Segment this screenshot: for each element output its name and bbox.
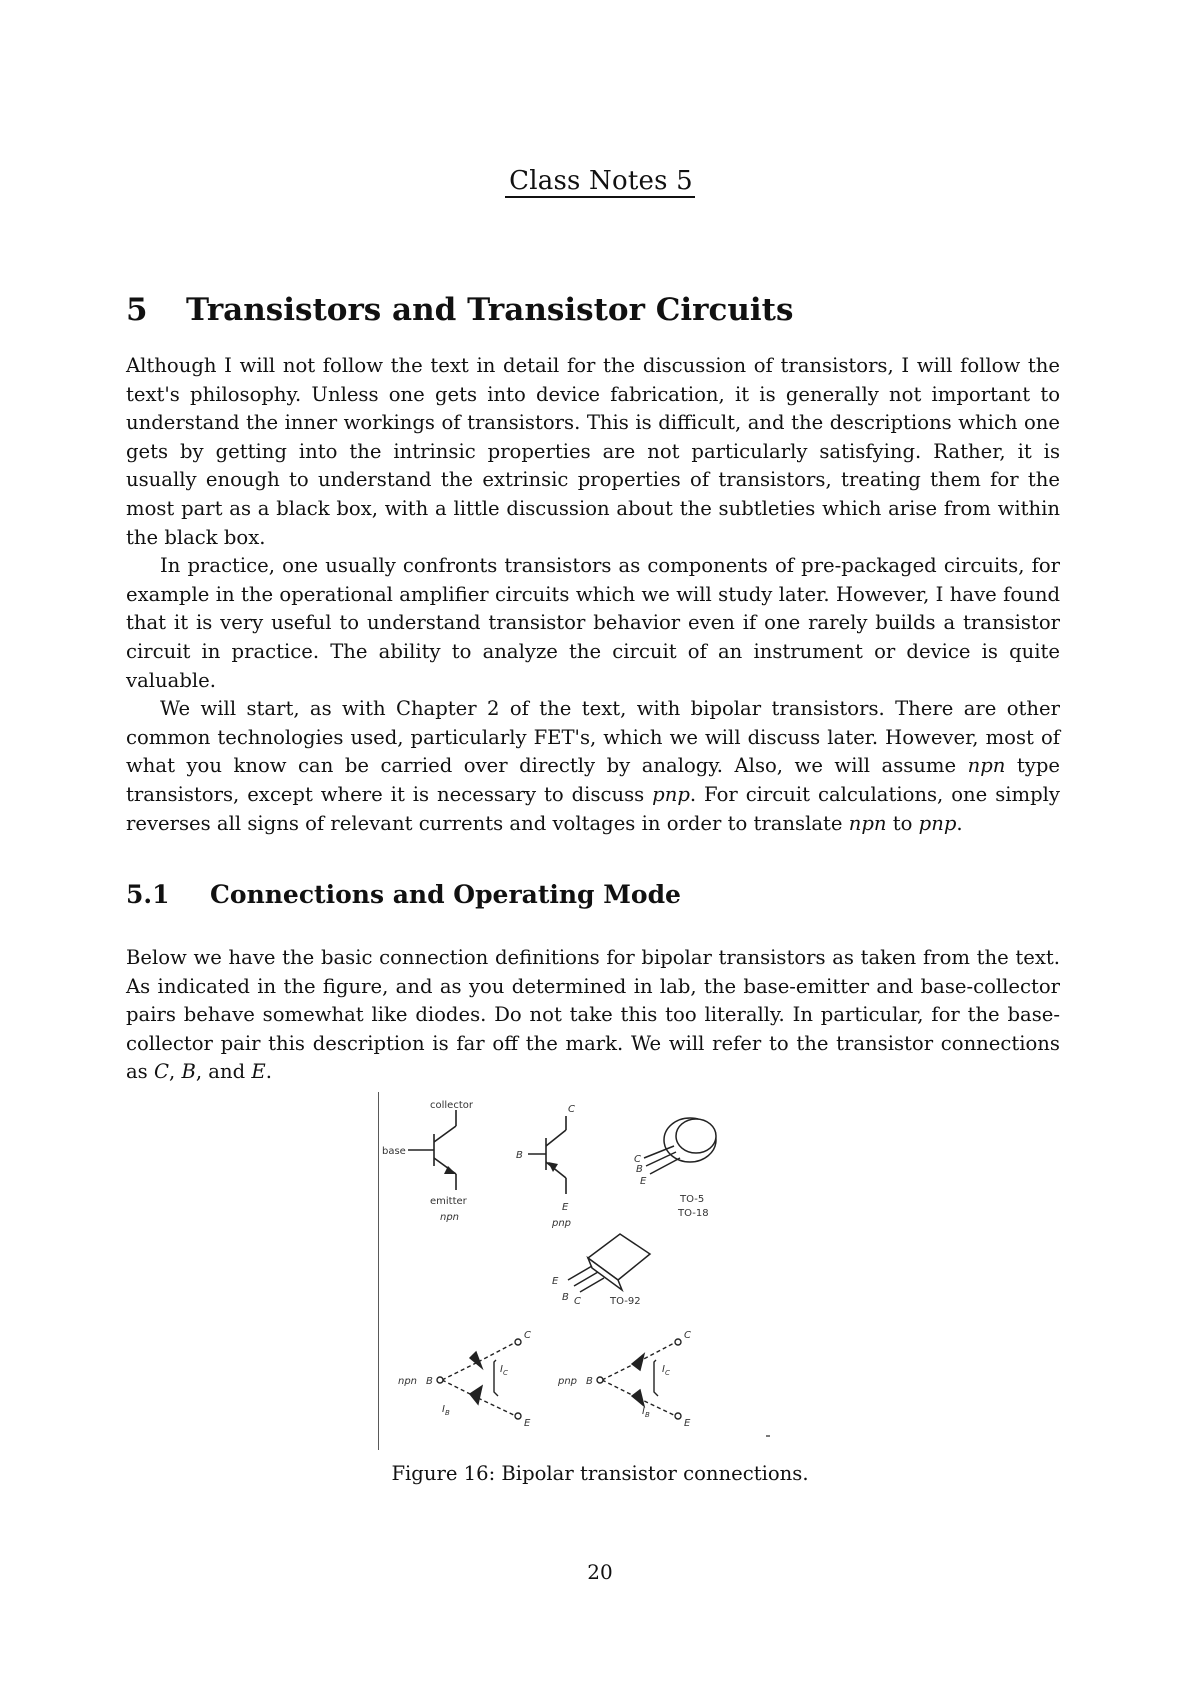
base-label: base <box>382 1146 406 1157</box>
italic-term: pnp <box>652 782 690 806</box>
text-run: , <box>168 1060 182 1084</box>
npn-ic-text: I <box>500 1364 503 1375</box>
pnp-b-label: B <box>516 1150 523 1161</box>
pnp-diode-e-label: E <box>684 1418 691 1429</box>
pnp-ib-text: I <box>642 1406 645 1417</box>
pnp-ic-text: I <box>662 1364 665 1375</box>
pnp-e-label: E <box>562 1202 569 1213</box>
npn-ib-label <box>442 1404 450 1417</box>
npn-diode-b-label: B <box>426 1376 433 1387</box>
transistor-diagram <box>378 1090 778 1450</box>
text-run: Below we have the basic connection definitions for bipolar transistors as taken from the text. As indicated in the figure, and as you determined in lab, the base-emitter and base-collector pairs behave somewhat like diodes. Do not take this too literally. In particular, for the base-collector pair this description is far off the mark. We will refer to the transistor connections as <box>126 946 1060 1084</box>
npn-diode-model <box>437 1339 521 1419</box>
pnp-diode-model <box>597 1339 681 1419</box>
to18-label: TO-18 <box>678 1208 709 1219</box>
pnp-diode-b-label: B <box>586 1376 593 1387</box>
to5-e-label: E <box>640 1176 647 1187</box>
to92-label: TO-92 <box>610 1296 641 1307</box>
italic-term: pnp <box>918 811 957 835</box>
transistor-figure <box>378 1090 778 1450</box>
section-number: 5 <box>126 292 148 328</box>
npn-diode-e-label: E <box>524 1418 531 1429</box>
npn-symbol <box>408 1110 456 1190</box>
page-number: 20 <box>587 1560 613 1584</box>
pnp-symbol <box>528 1116 566 1194</box>
collector-label: collector <box>430 1100 473 1111</box>
npn-diode-label: npn <box>398 1376 418 1387</box>
to5-package <box>644 1118 716 1174</box>
text-run: type transistors, except where it is necessary to discuss <box>126 754 1061 806</box>
text-run: to <box>886 811 919 835</box>
to5-c-label: C <box>634 1154 641 1165</box>
subsection-number: 5.1 <box>126 880 170 909</box>
pnp-c-label: C <box>568 1104 575 1115</box>
text-run: . <box>956 811 963 835</box>
intro-text <box>126 352 1060 838</box>
emitter-label: emitter <box>430 1196 467 1207</box>
pnp-diode-c-label: C <box>684 1330 691 1341</box>
paragraph <box>126 695 1060 838</box>
subsection-heading <box>126 880 681 909</box>
npn-symbol-label: npn <box>440 1212 460 1223</box>
text-run: . For circuit calculations, one simply reverses all signs of relevant currents and voltages in order to translate <box>126 782 1060 835</box>
pnp-ic-label <box>662 1364 670 1377</box>
to92-c-label: C <box>574 1296 581 1307</box>
to92-e-label: E <box>552 1276 559 1287</box>
italic-term: C <box>153 1060 169 1084</box>
section-title: Transistors and Transistor Circuits <box>186 292 794 328</box>
pnp-ic-sub: C <box>664 1369 670 1377</box>
section-heading <box>126 292 793 328</box>
to5-b-label: B <box>636 1164 643 1175</box>
npn-ib-sub: B <box>444 1409 450 1417</box>
italic-term: B <box>181 1060 196 1084</box>
npn-ib-text: I <box>442 1404 445 1415</box>
to92-b-label: B <box>562 1292 569 1303</box>
italic-term: E <box>251 1060 266 1084</box>
text-run: . <box>265 1060 272 1084</box>
pnp-ib-label <box>642 1406 650 1419</box>
npn-diode-c-label: C <box>524 1330 531 1341</box>
to92-package <box>568 1234 650 1292</box>
subsection-title: Connections and Operating Mode <box>210 880 681 909</box>
italic-term: npn <box>967 754 1006 778</box>
running-head-text: Class Notes 5 <box>505 166 695 198</box>
figure-caption: Figure 16: Bipolar transistor connections. <box>391 1462 809 1485</box>
paragraph: Although I will not follow the text in detail for the discussion of transistors, I will follow the text's philosophy. Unless one gets into device fabrication, it is generally not important to understand the inner workings of transistors. This is difficult, and the descriptions which one gets by getting into the intrinsic properties are not particularly satisfying. Rather, it is usually enough to understand the extrinsic properties of transistors, treating them for the most part as a black box, with a little discussion about the subtleties which arise from within the black box. <box>126 354 1060 549</box>
running-head <box>0 166 1200 196</box>
npn-ic-label <box>500 1364 508 1377</box>
text-run: , and <box>195 1060 252 1084</box>
to5-label: TO-5 <box>680 1194 705 1205</box>
connections-text <box>126 944 1060 1087</box>
paragraph <box>126 944 1060 1087</box>
pnp-symbol-label: pnp <box>552 1218 572 1229</box>
npn-ic-sub: C <box>502 1369 508 1377</box>
text-run: We will start, as with Chapter 2 of the text, with bipolar transistors. There are other common technologies used, particularly FET's, which we will discuss later. However, most of what you know can be carried over directly by analogy. Also, we will assume <box>126 697 1060 778</box>
paragraph: In practice, one usually confronts transistors as components of pre-packaged circuits, for example in the operational amplifier circuits which we will study later. However, I have found that it is very useful to understand transistor behavior even if one rarely builds a transistor circuit in practice. The ability to analyze the circuit of an instrument or device is quite valuable. <box>126 554 1060 692</box>
pnp-ib-sub: B <box>644 1411 650 1419</box>
pnp-diode-label: pnp <box>558 1376 578 1387</box>
italic-term: npn <box>848 811 887 835</box>
